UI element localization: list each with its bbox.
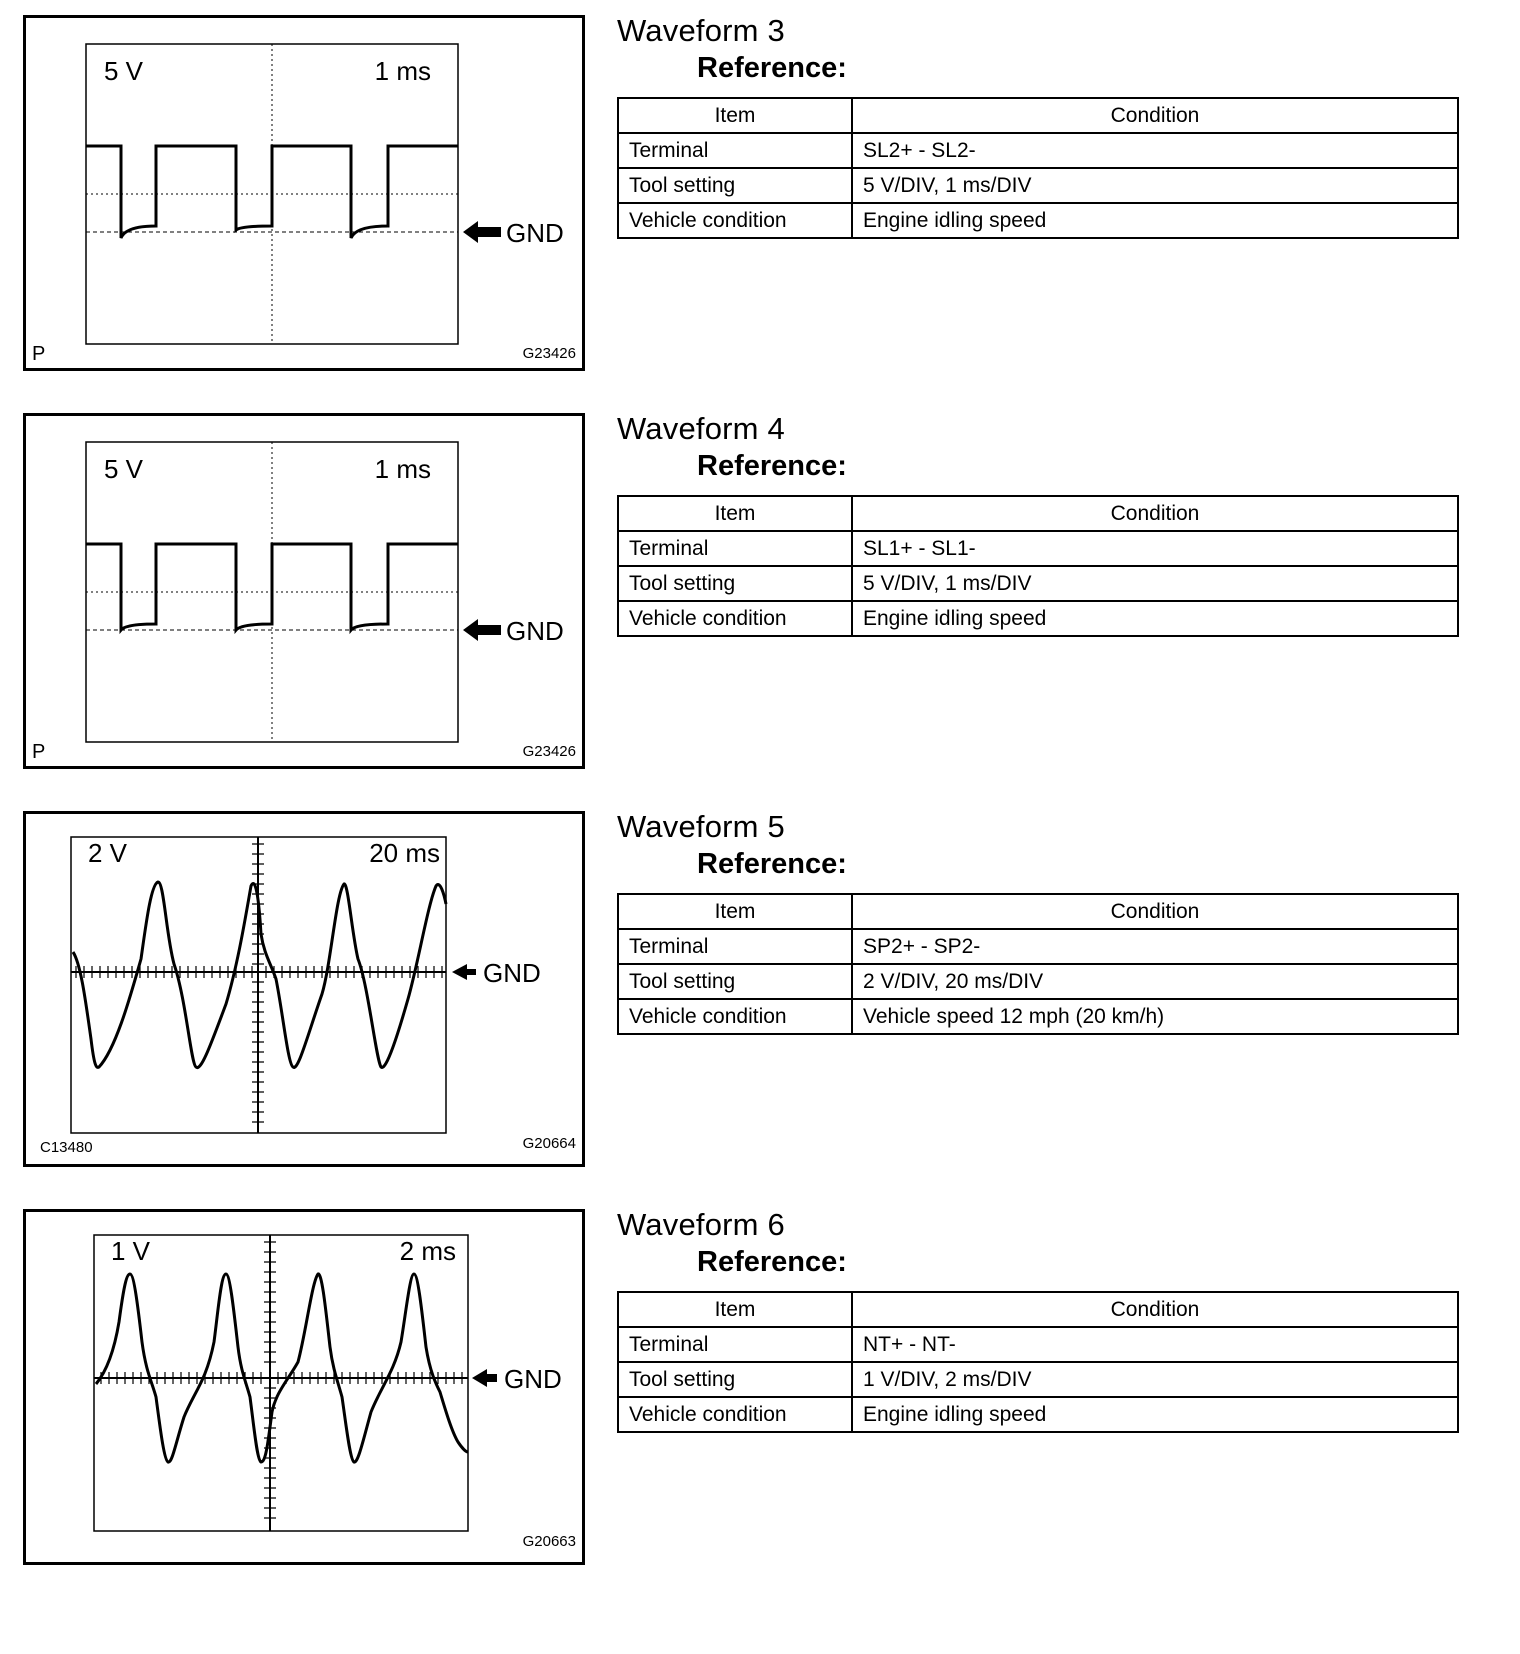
oscilloscope-figure <box>23 15 585 371</box>
reference-label: Reference: <box>697 450 847 482</box>
waveform-title: Waveform 5 <box>617 809 785 844</box>
volt-div-label: 2 V <box>88 838 128 868</box>
waveform-5-plot <box>26 814 582 1164</box>
row-condition: Engine idling speed <box>852 1397 1458 1432</box>
table-row <box>618 999 1458 1034</box>
row-item: Vehicle condition <box>618 601 852 636</box>
table-row <box>618 1362 1458 1397</box>
row-condition: SP2+ - SP2- <box>852 929 1458 964</box>
figure-code: G20664 <box>522 1135 576 1152</box>
volt-div-label: 5 V <box>104 56 144 86</box>
row-item: Terminal <box>618 531 852 566</box>
gnd-label: GND <box>483 958 541 988</box>
table-row <box>618 964 1458 999</box>
oscilloscope-figure <box>23 811 585 1167</box>
table-row <box>618 531 1458 566</box>
row-condition: Engine idling speed <box>852 601 1458 636</box>
corner-label-left: C13480 <box>40 1139 93 1156</box>
reference-table <box>617 97 1459 239</box>
row-condition: Engine idling speed <box>852 203 1458 238</box>
table-header-row <box>618 1292 1458 1327</box>
volt-div-label: 1 V <box>111 1236 151 1266</box>
row-item: Tool setting <box>618 168 852 203</box>
waveform-3-plot <box>26 18 582 368</box>
table-row <box>618 168 1458 203</box>
table-row <box>618 1327 1458 1362</box>
volt-div-label: 5 V <box>104 454 144 484</box>
reference-table <box>617 893 1459 1035</box>
table-header-row <box>618 98 1458 133</box>
row-condition: 5 V/DIV, 1 ms/DIV <box>852 566 1458 601</box>
row-item: Terminal <box>618 929 852 964</box>
waveform-section-5 <box>0 796 1520 1191</box>
waveform-title: Waveform 6 <box>617 1207 785 1242</box>
header-condition: Condition <box>852 98 1458 133</box>
oscilloscope-figure <box>23 413 585 769</box>
time-div-label: 1 ms <box>374 56 431 86</box>
table-row <box>618 566 1458 601</box>
figure-code: G23426 <box>522 345 576 362</box>
header-condition: Condition <box>852 496 1458 531</box>
table-row <box>618 1397 1458 1432</box>
time-div-label: 2 ms <box>399 1236 456 1266</box>
row-item: Vehicle condition <box>618 1397 852 1432</box>
row-item: Vehicle condition <box>618 203 852 238</box>
reference-label: Reference: <box>697 848 847 880</box>
waveform-title: Waveform 3 <box>617 13 785 48</box>
table-row <box>618 601 1458 636</box>
waveform-6-plot <box>26 1212 582 1562</box>
table-row <box>618 133 1458 168</box>
time-div-label: 20 ms <box>369 838 440 868</box>
table-header-row <box>618 894 1458 929</box>
row-condition: Vehicle speed 12 mph (20 km/h) <box>852 999 1458 1034</box>
row-item: Tool setting <box>618 964 852 999</box>
reference-label: Reference: <box>697 1246 847 1278</box>
row-condition: SL1+ - SL1- <box>852 531 1458 566</box>
row-item: Tool setting <box>618 566 852 601</box>
waveform-section-4 <box>0 398 1520 793</box>
header-condition: Condition <box>852 1292 1458 1327</box>
header-item: Item <box>618 1292 852 1327</box>
header-item: Item <box>618 98 852 133</box>
table-header-row <box>618 496 1458 531</box>
reference-label: Reference: <box>697 52 847 84</box>
row-condition: 5 V/DIV, 1 ms/DIV <box>852 168 1458 203</box>
oscilloscope-figure <box>23 1209 585 1565</box>
corner-label-left: P <box>32 343 46 365</box>
row-condition: 2 V/DIV, 20 ms/DIV <box>852 964 1458 999</box>
gnd-label: GND <box>506 218 564 248</box>
waveform-section-6 <box>0 1194 1520 1589</box>
corner-label-left: P <box>32 741 46 763</box>
row-item: Terminal <box>618 133 852 168</box>
row-condition: 1 V/DIV, 2 ms/DIV <box>852 1362 1458 1397</box>
table-row <box>618 203 1458 238</box>
header-item: Item <box>618 894 852 929</box>
waveform-4-plot <box>26 416 582 766</box>
figure-code: G20663 <box>522 1533 576 1550</box>
row-condition: SL2+ - SL2- <box>852 133 1458 168</box>
waveform-title: Waveform 4 <box>617 411 785 446</box>
figure-code: G23426 <box>522 743 576 760</box>
gnd-label: GND <box>506 616 564 646</box>
reference-table <box>617 1291 1459 1433</box>
row-item: Vehicle condition <box>618 999 852 1034</box>
waveform-section-3 <box>0 0 1520 395</box>
time-div-label: 1 ms <box>374 454 431 484</box>
header-condition: Condition <box>852 894 1458 929</box>
reference-table <box>617 495 1459 637</box>
header-item: Item <box>618 496 852 531</box>
row-item: Terminal <box>618 1327 852 1362</box>
row-item: Tool setting <box>618 1362 852 1397</box>
table-row <box>618 929 1458 964</box>
gnd-label: GND <box>504 1364 562 1394</box>
row-condition: NT+ - NT- <box>852 1327 1458 1362</box>
